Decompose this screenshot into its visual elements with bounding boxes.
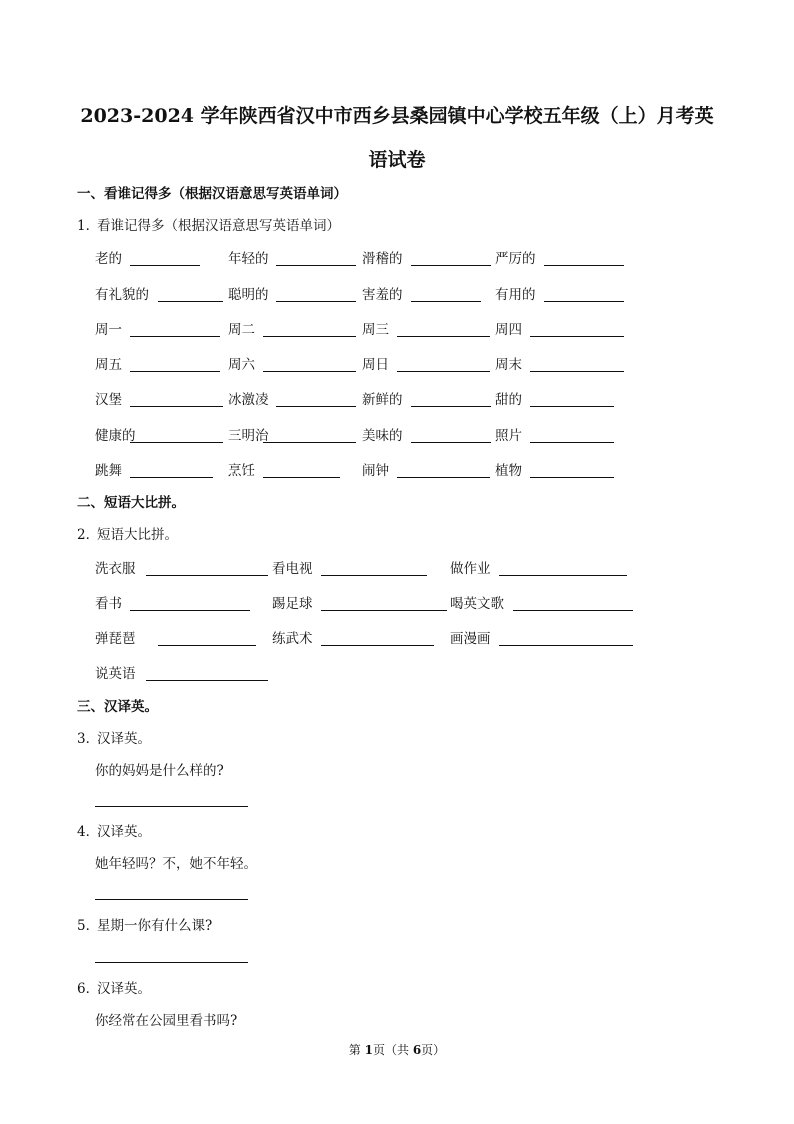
answer-blank[interactable] (530, 405, 614, 407)
vocab-prompt: 汉堡 (95, 392, 122, 408)
answer-blank[interactable] (263, 476, 340, 478)
answer-line[interactable] (95, 961, 248, 963)
vocab-prompt: 冰激凌 (228, 392, 269, 408)
question-number: 4． (77, 824, 100, 840)
answer-blank[interactable] (321, 644, 434, 646)
answer-line[interactable] (95, 898, 248, 900)
vocab-prompt: 新鲜的 (362, 392, 403, 408)
footer-mid: 页（共 (372, 1043, 413, 1057)
answer-blank[interactable] (397, 335, 490, 337)
answer-blank[interactable] (321, 574, 427, 576)
question-4-prompt: 她年轻吗？不，她不年轻。 (95, 856, 257, 872)
answer-blank[interactable] (397, 476, 490, 478)
question-text: 短语大比拼。 (97, 527, 178, 543)
question-3-prompt: 你的妈妈是什么样的? (95, 763, 224, 779)
answer-blank[interactable] (130, 609, 250, 611)
answer-blank[interactable] (530, 335, 624, 337)
footer-page-number: 1 (364, 1043, 373, 1057)
answer-blank[interactable] (158, 300, 223, 302)
question-2 (77, 526, 178, 544)
vocab-prompt: 照片 (495, 428, 522, 444)
section3-heading: 三、汉译英。 (77, 699, 158, 715)
answer-blank[interactable] (130, 405, 223, 407)
vocab-prompt: 周一 (95, 322, 122, 338)
vocab-prompt: 甜的 (495, 392, 522, 408)
answer-blank[interactable] (130, 264, 200, 266)
answer-blank[interactable] (146, 679, 268, 681)
vocab-prompt: 害羞的 (362, 287, 403, 303)
answer-blank[interactable] (263, 441, 356, 443)
phrase-prompt: 说英语 (95, 666, 136, 682)
answer-blank[interactable] (411, 441, 491, 443)
answer-blank[interactable] (544, 300, 624, 302)
vocab-prompt: 周末 (495, 357, 522, 373)
answer-blank[interactable] (130, 370, 220, 372)
vocab-prompt: 有礼貌的 (95, 287, 149, 303)
answer-blank[interactable] (530, 370, 624, 372)
question-6-prompt: 你经常在公园里看书吗? (95, 1013, 238, 1029)
phrase-prompt: 画漫画 (450, 631, 491, 647)
answer-blank[interactable] (158, 644, 256, 646)
vocab-prompt: 滑稽的 (362, 251, 403, 267)
answer-blank[interactable] (411, 405, 491, 407)
vocab-prompt: 聪明的 (228, 287, 269, 303)
answer-blank[interactable] (530, 441, 614, 443)
vocab-prompt: 烹饪 (228, 463, 255, 479)
question-5 (77, 917, 212, 935)
answer-blank[interactable] (499, 644, 633, 646)
answer-line[interactable] (95, 805, 248, 807)
answer-blank[interactable] (411, 264, 491, 266)
page-footer (0, 1041, 794, 1058)
vocab-prompt: 健康的 (95, 428, 136, 444)
answer-blank[interactable] (530, 476, 614, 478)
question-number: 6． (77, 981, 100, 997)
vocab-prompt: 周三 (362, 322, 389, 338)
answer-blank[interactable] (499, 574, 627, 576)
question-text: 汉译英。 (97, 824, 151, 840)
vocab-prompt: 闹钟 (362, 463, 389, 479)
question-number: 3． (77, 731, 100, 747)
phrase-prompt: 洗衣服 (95, 561, 136, 577)
answer-blank[interactable] (397, 370, 490, 372)
answer-blank[interactable] (321, 609, 447, 611)
vocab-prompt: 跳舞 (95, 463, 122, 479)
vocab-prompt: 严厉的 (495, 251, 536, 267)
answer-blank[interactable] (276, 300, 356, 302)
question-text: 星期一你有什么课? (97, 918, 213, 934)
answer-blank[interactable] (411, 300, 481, 302)
vocab-prompt: 三明治 (228, 428, 269, 444)
vocab-prompt: 周五 (95, 357, 122, 373)
answer-blank[interactable] (130, 441, 223, 443)
question-3 (77, 730, 151, 748)
answer-blank[interactable] (513, 609, 633, 611)
question-number: 5． (77, 918, 100, 934)
section1-heading: 一、看谁记得多（根据汉语意思写英语单词） (77, 186, 347, 202)
vocab-prompt: 年轻的 (228, 251, 269, 267)
exam-title-line2: 语试卷 (368, 149, 426, 171)
vocab-prompt: 周四 (495, 322, 522, 338)
exam-title-line1: 2023-2024 学年陕西省汉中市西乡县桑园镇中心学校五年级（上）月考英 (80, 105, 714, 127)
answer-blank[interactable] (263, 335, 356, 337)
answer-blank[interactable] (544, 264, 624, 266)
answer-blank[interactable] (276, 264, 356, 266)
vocab-prompt: 植物 (495, 463, 522, 479)
phrase-prompt: 看电视 (272, 561, 313, 577)
vocab-prompt: 周日 (362, 357, 389, 373)
phrase-prompt: 练武术 (272, 631, 313, 647)
footer-prefix: 第 (348, 1043, 365, 1057)
answer-blank[interactable] (263, 370, 356, 372)
question-1 (77, 217, 340, 235)
question-number: 2． (77, 527, 100, 543)
question-text: 汉译英。 (97, 731, 151, 747)
phrase-prompt: 做作业 (450, 561, 491, 577)
answer-blank[interactable] (146, 574, 268, 576)
question-6 (77, 980, 151, 998)
footer-total-pages: 6 (412, 1043, 422, 1057)
vocab-prompt: 老的 (95, 251, 122, 267)
phrase-prompt: 踢足球 (272, 596, 313, 612)
answer-blank[interactable] (130, 476, 213, 478)
question-text: 看谁记得多（根据汉语意思写英语单词） (97, 218, 340, 234)
phrase-prompt: 弹琵琶 (95, 631, 136, 647)
vocab-prompt: 有用的 (495, 287, 536, 303)
vocab-prompt: 周六 (228, 357, 255, 373)
question-4 (77, 823, 151, 841)
answer-blank[interactable] (130, 335, 220, 337)
section2-heading: 二、短语大比拼。 (77, 495, 185, 511)
phrase-prompt: 喝英文歌 (450, 596, 504, 612)
phrase-prompt: 看书 (95, 596, 122, 612)
question-number: 1． (77, 218, 100, 234)
vocab-prompt: 周二 (228, 322, 255, 338)
question-text: 汉译英。 (97, 981, 151, 997)
footer-suffix: 页） (421, 1043, 446, 1057)
answer-blank[interactable] (276, 405, 356, 407)
vocab-prompt: 美味的 (362, 428, 403, 444)
